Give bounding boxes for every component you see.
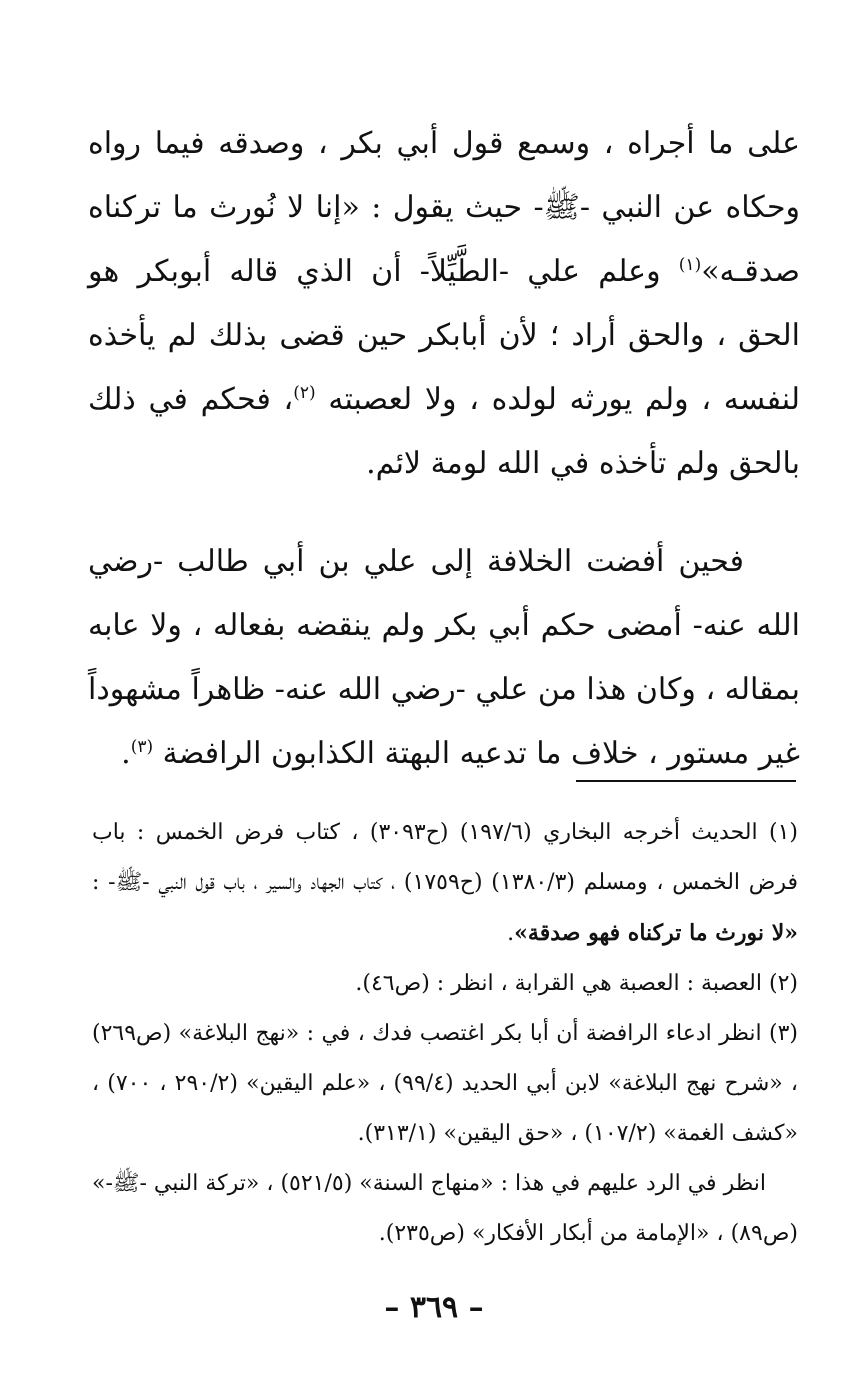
footnote-1-hadith-quote: «لا نورث ما تركناه فهو صدقة»	[514, 920, 798, 946]
footnote-1-text: (١) الحديث أخرجه البخاري (١٩٧/٦) (ح٣٠٩٣) ، كتاب فرض الخمس : باب فرض الخمس ، ومسلم (١٣٨٠/٣) (ح١٧٥٩) ، كتاب الجهاد والسير ، باب قول النبي -ﷺ- :	[92, 820, 798, 895]
footnote-3: (٣) انظر ادعاء الرافضة أن أبا بكر اغتصب فدك ، في : «نهج البلاغة» (ص٢٦٩) ، «شرح نهج البلاغة» لابن أبي الحديد (٩٩/٤) ، «علم اليقين» (٢٩٠/٢ ، ٧٠٠) ، «كشف الغمة» (١٠٧/٢) ، «حق اليقين» (٣١٣/١).	[92, 1021, 798, 1146]
footnote-1	[92, 808, 798, 959]
paragraph-1-text-3: ، فحكم في ذلك بالحق ولم تأخذه في الله لومة لائم.	[88, 382, 800, 481]
footnote-ref-2[interactable]: (٢)	[293, 383, 316, 403]
footnote-2: (٢) العصبة : العصبة هي القرابة ، انظر : (ص٤٦).	[355, 971, 798, 996]
paragraph-2-text-1: فحين أفضت الخلافة إلى علي بن أبي طالب -رضي الله عنه- أمضى حكم أبي بكر ولم ينقضه بفعاله ، ولا عابه بمقاله ، وكان هذا من علي -رضي الله عنه- ظاهراً مشهوداً غير مستور ، خلاف ما تدعيه البهتة الكذابون الرافضة	[88, 544, 800, 771]
paragraph-1-text-2: وعلم علي -الطَّيِّلاً- أن الذي قاله أبوبكر هو الحق ، والحق أراد ؛ لأن أبابكر حين قضى بذلك لم يأخذه لنفسه ، ولم يورثه لولده ، ولا لعصبته	[88, 254, 800, 417]
paragraph-2-text-2: .	[121, 736, 131, 771]
footnote-3-continuation: انظر في الرد عليهم في هذا : «منهاج السنة» (٥٢١/٥) ، «تركة النبي -ﷺ-» (ص٨٩) ، «الإمامة من أبكار الأفكار» (ص٢٣٥).	[92, 1171, 798, 1246]
footnote-1-end: .	[507, 921, 515, 946]
paragraph-2	[88, 530, 800, 786]
paragraph-1	[88, 112, 800, 496]
paragraph-1-text-1: على ما أجراه ، وسمع قول أبي بكر ، وصدقه فيما رواه وحكاه عن النبي -ﷺ- حيث يقول : «إنا لا نُورث ما تركناه صدقـه»	[88, 126, 800, 289]
footnote-ref-1[interactable]: (١)	[678, 255, 702, 275]
page-number: – ٣٦٩ –	[384, 1290, 484, 1325]
main-text	[88, 112, 800, 786]
footnote-ref-3[interactable]: (٣)	[130, 737, 154, 757]
footnotes	[92, 808, 798, 1259]
footnote-divider	[576, 780, 796, 782]
